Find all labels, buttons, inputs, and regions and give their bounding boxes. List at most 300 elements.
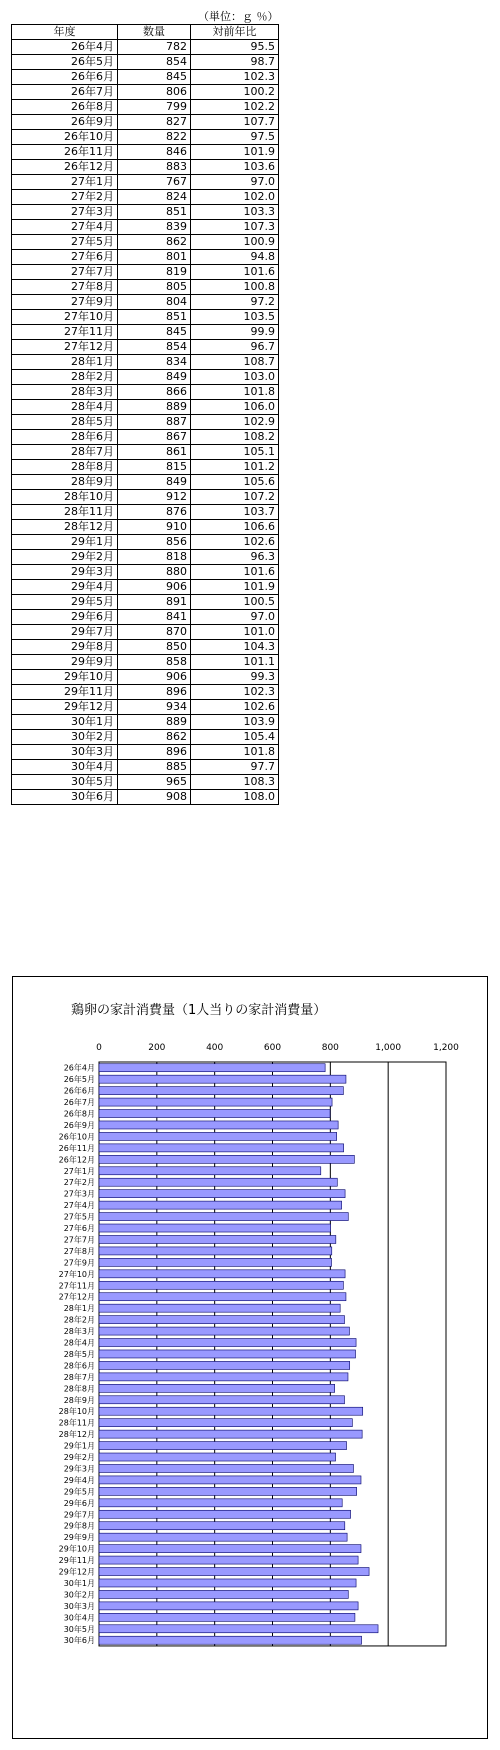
table-row bbox=[12, 565, 279, 580]
cell-year: 26年4月 bbox=[12, 40, 118, 55]
y-category-label: 29年12月 bbox=[58, 1567, 95, 1577]
cell-year: 26年12月 bbox=[12, 160, 118, 175]
table-row bbox=[12, 595, 279, 610]
bar bbox=[99, 1270, 345, 1278]
bar bbox=[99, 1235, 336, 1243]
y-category-label: 26年12月 bbox=[58, 1155, 95, 1165]
cell-yoy: 106.0 bbox=[191, 400, 279, 415]
bar bbox=[99, 1155, 354, 1163]
table-row bbox=[12, 310, 279, 325]
header-quantity: 数量 bbox=[118, 25, 191, 40]
y-category-label: 28年11月 bbox=[58, 1418, 95, 1428]
cell-yoy: 105.6 bbox=[191, 475, 279, 490]
cell-year: 27年6月 bbox=[12, 250, 118, 265]
y-category-label: 28年12月 bbox=[58, 1430, 95, 1440]
y-category-label: 27年2月 bbox=[63, 1178, 95, 1188]
y-category-label: 27年1月 bbox=[63, 1166, 95, 1176]
table-row bbox=[12, 265, 279, 280]
cell-yoy: 101.9 bbox=[191, 580, 279, 595]
cell-quantity: 846 bbox=[118, 145, 191, 160]
y-category-label: 26年6月 bbox=[63, 1086, 95, 1096]
cell-quantity: 934 bbox=[118, 700, 191, 715]
bar bbox=[99, 1613, 355, 1621]
bar bbox=[99, 1464, 353, 1472]
table-row bbox=[12, 550, 279, 565]
cell-quantity: 880 bbox=[118, 565, 191, 580]
y-category-label: 29年1月 bbox=[63, 1441, 95, 1451]
y-category-label: 29年2月 bbox=[63, 1453, 95, 1463]
bar bbox=[99, 1304, 340, 1312]
table-row bbox=[12, 475, 279, 490]
table-row bbox=[12, 730, 279, 745]
cell-year: 27年11月 bbox=[12, 325, 118, 340]
x-tick-label: 200 bbox=[148, 1043, 166, 1053]
cell-year: 28年9月 bbox=[12, 475, 118, 490]
cell-quantity: 906 bbox=[118, 580, 191, 595]
cell-quantity: 856 bbox=[118, 535, 191, 550]
table-row bbox=[12, 490, 279, 505]
cell-yoy: 103.6 bbox=[191, 160, 279, 175]
cell-yoy: 101.0 bbox=[191, 625, 279, 640]
bar bbox=[99, 1144, 344, 1152]
bar bbox=[99, 1258, 331, 1266]
y-category-label: 29年11月 bbox=[58, 1556, 95, 1566]
cell-year: 27年12月 bbox=[12, 340, 118, 355]
cell-quantity: 854 bbox=[118, 340, 191, 355]
bar bbox=[99, 1533, 347, 1541]
cell-yoy: 105.4 bbox=[191, 730, 279, 745]
cell-quantity: 870 bbox=[118, 625, 191, 640]
x-tick-label: 1,200 bbox=[433, 1043, 459, 1053]
cell-year: 29年7月 bbox=[12, 625, 118, 640]
table-row bbox=[12, 205, 279, 220]
bar bbox=[99, 1556, 358, 1564]
y-category-label: 26年4月 bbox=[63, 1063, 95, 1073]
cell-yoy: 103.5 bbox=[191, 310, 279, 325]
cell-yoy: 103.9 bbox=[191, 715, 279, 730]
bar bbox=[99, 1224, 331, 1232]
bar bbox=[99, 1178, 337, 1186]
cell-year: 26年8月 bbox=[12, 100, 118, 115]
x-tick-label: 1,000 bbox=[375, 1043, 402, 1053]
cell-quantity: 782 bbox=[118, 40, 191, 55]
cell-quantity: 818 bbox=[118, 550, 191, 565]
cell-quantity: 896 bbox=[118, 685, 191, 700]
table-row bbox=[12, 715, 279, 730]
cell-quantity: 804 bbox=[118, 295, 191, 310]
bar bbox=[99, 1602, 358, 1610]
cell-quantity: 851 bbox=[118, 205, 191, 220]
cell-yoy: 101.6 bbox=[191, 565, 279, 580]
y-category-label: 29年6月 bbox=[63, 1498, 95, 1508]
cell-yoy: 96.3 bbox=[191, 550, 279, 565]
cell-year: 26年5月 bbox=[12, 55, 118, 70]
bar bbox=[99, 1636, 362, 1644]
table-row bbox=[12, 340, 279, 355]
bar bbox=[99, 1487, 357, 1495]
y-category-label: 27年7月 bbox=[63, 1235, 95, 1245]
table-row bbox=[12, 100, 279, 115]
table-row bbox=[12, 55, 279, 70]
cell-yoy: 104.3 bbox=[191, 640, 279, 655]
table-row bbox=[12, 430, 279, 445]
cell-year: 28年1月 bbox=[12, 355, 118, 370]
cell-year: 27年10月 bbox=[12, 310, 118, 325]
bar bbox=[99, 1247, 332, 1255]
bar bbox=[99, 1510, 351, 1518]
table-row bbox=[12, 760, 279, 775]
cell-quantity: 883 bbox=[118, 160, 191, 175]
unit-label: （単位：ｇ ％） bbox=[198, 10, 279, 23]
cell-yoy: 100.9 bbox=[191, 235, 279, 250]
y-category-label: 30年3月 bbox=[63, 1601, 95, 1611]
cell-quantity: 906 bbox=[118, 670, 191, 685]
y-category-label: 30年2月 bbox=[63, 1590, 95, 1600]
y-category-label: 28年7月 bbox=[63, 1372, 95, 1382]
cell-yoy: 101.8 bbox=[191, 745, 279, 760]
cell-year: 29年12月 bbox=[12, 700, 118, 715]
cell-quantity: 849 bbox=[118, 475, 191, 490]
cell-yoy: 99.9 bbox=[191, 325, 279, 340]
bar bbox=[99, 1579, 356, 1587]
table-row bbox=[12, 355, 279, 370]
bar bbox=[99, 1476, 361, 1484]
cell-year: 26年10月 bbox=[12, 130, 118, 145]
cell-quantity: 851 bbox=[118, 310, 191, 325]
y-category-label: 27年5月 bbox=[63, 1212, 95, 1222]
bar bbox=[99, 1213, 348, 1221]
cell-yoy: 102.9 bbox=[191, 415, 279, 430]
bar bbox=[99, 1339, 356, 1347]
cell-quantity: 862 bbox=[118, 235, 191, 250]
bar bbox=[99, 1590, 348, 1598]
cell-yoy: 100.5 bbox=[191, 595, 279, 610]
y-category-label: 26年11月 bbox=[58, 1143, 95, 1153]
bar bbox=[99, 1453, 336, 1461]
cell-yoy: 101.6 bbox=[191, 265, 279, 280]
bar bbox=[99, 1625, 378, 1633]
cell-year: 29年10月 bbox=[12, 670, 118, 685]
bar bbox=[99, 1327, 349, 1335]
table-row bbox=[12, 70, 279, 85]
table-row bbox=[12, 415, 279, 430]
table-row bbox=[12, 535, 279, 550]
cell-year: 28年8月 bbox=[12, 460, 118, 475]
table-row bbox=[12, 175, 279, 190]
y-category-label: 28年9月 bbox=[63, 1395, 95, 1405]
cell-quantity: 910 bbox=[118, 520, 191, 535]
table-row bbox=[12, 655, 279, 670]
bar bbox=[99, 1064, 325, 1072]
y-category-label: 29年7月 bbox=[63, 1510, 95, 1520]
header-year: 年度 bbox=[12, 25, 118, 40]
cell-yoy: 97.0 bbox=[191, 175, 279, 190]
y-category-label: 27年6月 bbox=[63, 1224, 95, 1234]
bar-chart bbox=[13, 977, 487, 1738]
bar bbox=[99, 1396, 345, 1404]
y-category-label: 28年5月 bbox=[63, 1349, 95, 1359]
cell-quantity: 965 bbox=[118, 775, 191, 790]
cell-quantity: 889 bbox=[118, 400, 191, 415]
bar bbox=[99, 1373, 348, 1381]
cell-year: 26年6月 bbox=[12, 70, 118, 85]
bar bbox=[99, 1361, 350, 1369]
cell-year: 29年4月 bbox=[12, 580, 118, 595]
cell-yoy: 103.7 bbox=[191, 505, 279, 520]
cell-year: 26年9月 bbox=[12, 115, 118, 130]
cell-quantity: 767 bbox=[118, 175, 191, 190]
cell-yoy: 108.3 bbox=[191, 775, 279, 790]
cell-yoy: 94.8 bbox=[191, 250, 279, 265]
cell-quantity: 805 bbox=[118, 280, 191, 295]
y-category-label: 28年8月 bbox=[63, 1384, 95, 1394]
table-row bbox=[12, 775, 279, 790]
cell-yoy: 101.1 bbox=[191, 655, 279, 670]
cell-yoy: 102.0 bbox=[191, 190, 279, 205]
cell-quantity: 799 bbox=[118, 100, 191, 115]
bar bbox=[99, 1499, 342, 1507]
cell-year: 29年3月 bbox=[12, 565, 118, 580]
cell-yoy: 102.6 bbox=[191, 700, 279, 715]
cell-quantity: 862 bbox=[118, 730, 191, 745]
cell-yoy: 97.2 bbox=[191, 295, 279, 310]
bar bbox=[99, 1201, 342, 1209]
y-category-label: 29年5月 bbox=[63, 1487, 95, 1497]
cell-year: 30年5月 bbox=[12, 775, 118, 790]
table-row bbox=[12, 685, 279, 700]
cell-year: 28年12月 bbox=[12, 520, 118, 535]
cell-yoy: 101.8 bbox=[191, 385, 279, 400]
bar bbox=[99, 1110, 330, 1118]
y-category-label: 28年1月 bbox=[63, 1304, 95, 1314]
bar bbox=[99, 1167, 321, 1175]
bar bbox=[99, 1350, 355, 1358]
cell-year: 28年3月 bbox=[12, 385, 118, 400]
table-row bbox=[12, 625, 279, 640]
cell-yoy: 107.7 bbox=[191, 115, 279, 130]
cell-quantity: 912 bbox=[118, 490, 191, 505]
cell-year: 28年6月 bbox=[12, 430, 118, 445]
cell-year: 28年5月 bbox=[12, 415, 118, 430]
table-row bbox=[12, 85, 279, 100]
bar bbox=[99, 1316, 345, 1324]
x-tick-label: 600 bbox=[263, 1043, 282, 1053]
y-category-label: 29年9月 bbox=[63, 1533, 95, 1543]
x-tick-label: 400 bbox=[206, 1043, 224, 1053]
bar bbox=[99, 1407, 363, 1415]
cell-yoy: 97.5 bbox=[191, 130, 279, 145]
data-table bbox=[11, 24, 279, 805]
table-row bbox=[12, 115, 279, 130]
y-category-label: 26年5月 bbox=[63, 1075, 95, 1085]
cell-year: 27年7月 bbox=[12, 265, 118, 280]
cell-year: 28年10月 bbox=[12, 490, 118, 505]
y-category-label: 26年7月 bbox=[63, 1098, 95, 1108]
cell-year: 29年9月 bbox=[12, 655, 118, 670]
cell-year: 30年6月 bbox=[12, 790, 118, 805]
cell-yoy: 97.7 bbox=[191, 760, 279, 775]
y-category-label: 27年12月 bbox=[58, 1292, 95, 1302]
cell-quantity: 908 bbox=[118, 790, 191, 805]
bar bbox=[99, 1293, 346, 1301]
bar bbox=[99, 1568, 369, 1576]
table-row bbox=[12, 790, 279, 805]
cell-yoy: 97.0 bbox=[191, 610, 279, 625]
y-category-label: 30年6月 bbox=[63, 1636, 95, 1646]
cell-quantity: 839 bbox=[118, 220, 191, 235]
bar bbox=[99, 1098, 332, 1106]
cell-yoy: 101.2 bbox=[191, 460, 279, 475]
y-category-label: 27年3月 bbox=[63, 1189, 95, 1199]
cell-yoy: 101.9 bbox=[191, 145, 279, 160]
table-row bbox=[12, 400, 279, 415]
cell-quantity: 845 bbox=[118, 325, 191, 340]
cell-yoy: 95.5 bbox=[191, 40, 279, 55]
cell-yoy: 102.2 bbox=[191, 100, 279, 115]
cell-year: 28年7月 bbox=[12, 445, 118, 460]
cell-quantity: 887 bbox=[118, 415, 191, 430]
cell-year: 30年3月 bbox=[12, 745, 118, 760]
table-row bbox=[12, 640, 279, 655]
cell-quantity: 822 bbox=[118, 130, 191, 145]
bar bbox=[99, 1121, 338, 1129]
cell-yoy: 107.3 bbox=[191, 220, 279, 235]
cell-quantity: 849 bbox=[118, 370, 191, 385]
cell-yoy: 108.2 bbox=[191, 430, 279, 445]
cell-yoy: 103.3 bbox=[191, 205, 279, 220]
cell-year: 28年2月 bbox=[12, 370, 118, 385]
cell-quantity: 866 bbox=[118, 385, 191, 400]
cell-yoy: 107.2 bbox=[191, 490, 279, 505]
cell-quantity: 896 bbox=[118, 745, 191, 760]
y-category-label: 28年4月 bbox=[63, 1338, 95, 1348]
bar bbox=[99, 1075, 346, 1083]
cell-quantity: 850 bbox=[118, 640, 191, 655]
header-yoy: 対前年比 bbox=[191, 25, 279, 40]
bar bbox=[99, 1430, 362, 1438]
cell-yoy: 108.0 bbox=[191, 790, 279, 805]
table-row bbox=[12, 445, 279, 460]
cell-year: 30年1月 bbox=[12, 715, 118, 730]
bar bbox=[99, 1132, 337, 1140]
table-row bbox=[12, 295, 279, 310]
bar bbox=[99, 1419, 352, 1427]
cell-year: 29年2月 bbox=[12, 550, 118, 565]
table-row bbox=[12, 325, 279, 340]
cell-year: 27年9月 bbox=[12, 295, 118, 310]
bar bbox=[99, 1087, 343, 1095]
cell-year: 27年8月 bbox=[12, 280, 118, 295]
table-row bbox=[12, 700, 279, 715]
bar bbox=[99, 1522, 345, 1530]
cell-quantity: 858 bbox=[118, 655, 191, 670]
table-row bbox=[12, 745, 279, 760]
y-category-label: 27年4月 bbox=[63, 1201, 95, 1211]
table-row bbox=[12, 130, 279, 145]
table-row bbox=[12, 160, 279, 175]
cell-year: 29年6月 bbox=[12, 610, 118, 625]
x-tick-label: 0 bbox=[96, 1043, 102, 1053]
table-header-row bbox=[12, 25, 279, 40]
y-category-label: 29年8月 bbox=[63, 1521, 95, 1531]
chart-frame bbox=[12, 976, 488, 1739]
y-category-label: 26年9月 bbox=[63, 1120, 95, 1130]
table-row bbox=[12, 505, 279, 520]
table-row bbox=[12, 250, 279, 265]
cell-quantity: 819 bbox=[118, 265, 191, 280]
table-row bbox=[12, 670, 279, 685]
table-row bbox=[12, 460, 279, 475]
cell-year: 30年4月 bbox=[12, 760, 118, 775]
cell-year: 26年7月 bbox=[12, 85, 118, 100]
table-row bbox=[12, 580, 279, 595]
cell-quantity: 827 bbox=[118, 115, 191, 130]
cell-yoy: 99.3 bbox=[191, 670, 279, 685]
x-tick-label: 800 bbox=[321, 1043, 339, 1053]
y-category-label: 29年3月 bbox=[63, 1464, 95, 1474]
bar bbox=[99, 1190, 345, 1198]
cell-quantity: 854 bbox=[118, 55, 191, 70]
bar bbox=[99, 1384, 335, 1392]
cell-year: 29年5月 bbox=[12, 595, 118, 610]
cell-year: 29年11月 bbox=[12, 685, 118, 700]
y-category-label: 29年4月 bbox=[63, 1475, 95, 1485]
y-category-label: 30年1月 bbox=[63, 1578, 95, 1588]
cell-quantity: 891 bbox=[118, 595, 191, 610]
table-row bbox=[12, 235, 279, 250]
cell-yoy: 105.1 bbox=[191, 445, 279, 460]
cell-quantity: 885 bbox=[118, 760, 191, 775]
table-row bbox=[12, 385, 279, 400]
cell-quantity: 861 bbox=[118, 445, 191, 460]
y-category-label: 26年8月 bbox=[63, 1109, 95, 1119]
y-category-label: 28年3月 bbox=[63, 1327, 95, 1337]
cell-quantity: 834 bbox=[118, 355, 191, 370]
cell-year: 28年11月 bbox=[12, 505, 118, 520]
y-category-label: 27年9月 bbox=[63, 1258, 95, 1268]
cell-quantity: 889 bbox=[118, 715, 191, 730]
cell-quantity: 876 bbox=[118, 505, 191, 520]
y-category-label: 28年10月 bbox=[58, 1407, 95, 1417]
cell-quantity: 815 bbox=[118, 460, 191, 475]
y-category-label: 28年2月 bbox=[63, 1315, 95, 1325]
cell-yoy: 102.6 bbox=[191, 535, 279, 550]
cell-year: 29年8月 bbox=[12, 640, 118, 655]
cell-year: 27年2月 bbox=[12, 190, 118, 205]
y-category-label: 30年4月 bbox=[63, 1613, 95, 1623]
cell-quantity: 867 bbox=[118, 430, 191, 445]
cell-year: 30年2月 bbox=[12, 730, 118, 745]
y-category-label: 28年6月 bbox=[63, 1361, 95, 1371]
cell-quantity: 845 bbox=[118, 70, 191, 85]
chart-title: 鶏卵の家計消費量（1人当りの家計消費量） bbox=[71, 1003, 327, 1018]
cell-yoy: 100.2 bbox=[191, 85, 279, 100]
table-row bbox=[12, 40, 279, 55]
cell-year: 27年3月 bbox=[12, 205, 118, 220]
cell-year: 27年1月 bbox=[12, 175, 118, 190]
cell-yoy: 108.7 bbox=[191, 355, 279, 370]
y-category-label: 27年11月 bbox=[58, 1281, 95, 1291]
table-row bbox=[12, 370, 279, 385]
cell-yoy: 96.7 bbox=[191, 340, 279, 355]
table-row bbox=[12, 520, 279, 535]
cell-year: 28年4月 bbox=[12, 400, 118, 415]
cell-quantity: 824 bbox=[118, 190, 191, 205]
y-category-label: 29年10月 bbox=[58, 1544, 95, 1554]
cell-yoy: 102.3 bbox=[191, 70, 279, 85]
bar bbox=[99, 1545, 361, 1553]
cell-year: 27年5月 bbox=[12, 235, 118, 250]
